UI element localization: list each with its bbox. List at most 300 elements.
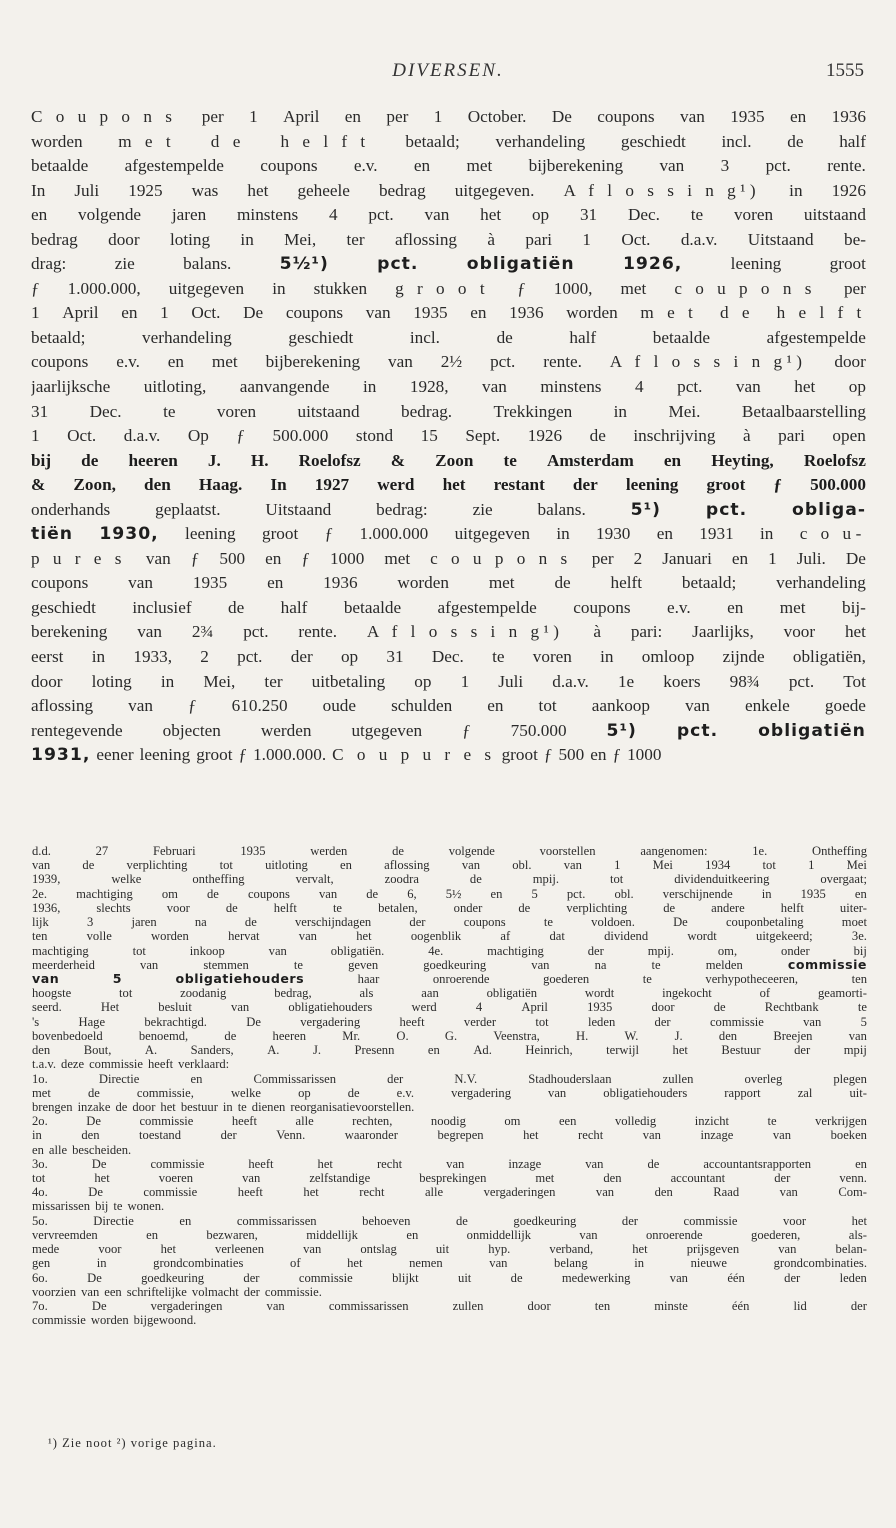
word: de bbox=[469, 872, 482, 887]
word: werden bbox=[260, 720, 312, 740]
word: om bbox=[161, 886, 178, 901]
word: à bbox=[593, 622, 601, 642]
word: uitloting, bbox=[143, 377, 207, 397]
word: wonen. bbox=[127, 1199, 165, 1214]
word: De bbox=[246, 1014, 261, 1029]
word: obl. bbox=[512, 858, 532, 873]
word: ƒ bbox=[236, 426, 245, 446]
word: van bbox=[585, 1156, 604, 1171]
word: 1o. bbox=[32, 1071, 48, 1086]
word: in bbox=[761, 886, 772, 901]
word: heeren bbox=[128, 450, 178, 470]
word: C o u p o n s bbox=[31, 107, 177, 126]
text-line bbox=[31, 547, 866, 572]
word: ƒ bbox=[612, 745, 622, 765]
word: inzage bbox=[508, 1156, 542, 1171]
word: en bbox=[267, 573, 284, 593]
text-line bbox=[31, 743, 866, 768]
word: accountant bbox=[670, 1171, 726, 1186]
word: moet bbox=[841, 915, 867, 930]
word: 5 bbox=[860, 1014, 867, 1029]
word: in bbox=[363, 377, 377, 397]
word: lijk bbox=[32, 915, 49, 930]
word: pari bbox=[778, 426, 805, 446]
word: Uitstaand bbox=[747, 229, 814, 249]
text-line bbox=[31, 424, 866, 449]
word: deze bbox=[61, 1057, 85, 1072]
word: de bbox=[787, 131, 804, 151]
word: rechten, bbox=[352, 1114, 393, 1129]
word: Zoon bbox=[435, 450, 474, 470]
word: Januari bbox=[662, 548, 712, 568]
footnote-block bbox=[32, 844, 867, 1327]
text-line bbox=[31, 498, 866, 523]
word: op bbox=[414, 671, 432, 691]
text-line bbox=[31, 105, 866, 130]
word: Hage bbox=[78, 1014, 106, 1029]
word: betaalde bbox=[343, 597, 402, 617]
word: te bbox=[690, 205, 704, 225]
word: het bbox=[442, 475, 466, 495]
word: te bbox=[651, 957, 661, 972]
word: April bbox=[62, 303, 99, 323]
word: eerst bbox=[31, 647, 64, 667]
note-line bbox=[32, 915, 867, 929]
word: helft bbox=[610, 573, 643, 593]
word: van bbox=[642, 1128, 661, 1143]
word: de bbox=[227, 597, 245, 617]
word: den bbox=[81, 1128, 100, 1143]
word: voorzien bbox=[32, 1284, 77, 1299]
word: voor bbox=[783, 622, 816, 642]
word: Bestuur bbox=[721, 1043, 761, 1058]
word: commissie bbox=[139, 1114, 194, 1129]
word: Amsterdam bbox=[546, 450, 634, 470]
bold-heading-word: 1926, bbox=[622, 254, 683, 275]
note-line bbox=[32, 887, 867, 901]
word: 1e. bbox=[752, 844, 768, 858]
word: der bbox=[243, 1284, 260, 1299]
word: inzage bbox=[700, 1128, 734, 1143]
word: de bbox=[347, 1085, 360, 1100]
word: heeren bbox=[272, 1028, 307, 1043]
word: van bbox=[231, 1000, 250, 1015]
word: de bbox=[663, 900, 676, 915]
text-line bbox=[31, 620, 866, 645]
word: 2e. bbox=[32, 886, 48, 901]
word: balans. bbox=[537, 499, 586, 519]
word: In bbox=[270, 475, 287, 495]
word: minste bbox=[654, 1299, 688, 1313]
word: en bbox=[413, 156, 431, 176]
word: 31 bbox=[31, 401, 49, 421]
word: door bbox=[527, 1299, 551, 1313]
bold-heading-word: pct. bbox=[377, 254, 419, 275]
word: obligatiën, bbox=[792, 647, 866, 667]
word: coupons bbox=[573, 597, 631, 617]
word: 27 bbox=[95, 844, 109, 858]
word: oude bbox=[322, 696, 357, 716]
word: drag: bbox=[31, 254, 67, 274]
word: voeren bbox=[158, 1171, 194, 1186]
text-line bbox=[31, 350, 866, 375]
word: bijberekening bbox=[265, 352, 361, 372]
word: 4 bbox=[475, 1000, 483, 1015]
word: Ad. bbox=[473, 1043, 492, 1058]
word: berekening bbox=[31, 622, 108, 642]
word: Juli bbox=[498, 671, 524, 691]
word: recht bbox=[578, 1128, 604, 1143]
word: 1936, bbox=[32, 900, 61, 915]
word: Breejen bbox=[773, 1028, 813, 1043]
word: Presenn bbox=[354, 1043, 395, 1058]
bold-heading-word: 1931, bbox=[31, 745, 91, 766]
word: besprekingen bbox=[419, 1171, 487, 1186]
word: van bbox=[81, 1284, 100, 1299]
word: half bbox=[569, 327, 597, 347]
word: in bbox=[160, 671, 175, 691]
word: commissie bbox=[298, 1270, 353, 1285]
word: pct. bbox=[765, 156, 791, 176]
word: pari bbox=[525, 229, 553, 249]
word: commissie bbox=[683, 1213, 738, 1228]
word: de bbox=[392, 844, 404, 858]
word: de bbox=[225, 900, 238, 915]
word: rapport bbox=[724, 1085, 761, 1100]
word: 1935 bbox=[587, 1000, 613, 1015]
word: & bbox=[31, 475, 46, 495]
word: van bbox=[365, 303, 391, 323]
word: commissie bbox=[143, 1185, 198, 1200]
word: & bbox=[390, 450, 406, 470]
word: te bbox=[163, 401, 176, 421]
word: betaald; bbox=[681, 573, 737, 593]
word: of bbox=[759, 986, 771, 1001]
word: de bbox=[455, 1213, 468, 1228]
word: van bbox=[145, 548, 171, 568]
word: minstens bbox=[540, 377, 602, 397]
word: wordt bbox=[584, 986, 615, 1001]
word: 1.000.000. bbox=[253, 745, 327, 765]
word: en bbox=[656, 524, 673, 544]
word: De bbox=[551, 107, 572, 126]
word: oogenblik bbox=[410, 929, 462, 944]
word: der bbox=[587, 943, 604, 958]
word: uitgegeven. bbox=[454, 180, 535, 200]
word: 500 bbox=[219, 548, 246, 568]
word: betaald; bbox=[31, 327, 86, 347]
word: voldoen. bbox=[591, 915, 635, 930]
word: en bbox=[727, 597, 744, 617]
word: de bbox=[589, 426, 606, 446]
bold-heading-word: 5¹) bbox=[630, 499, 661, 520]
word: inkoop bbox=[189, 943, 225, 958]
running-header-title: DIVERSEN. bbox=[392, 60, 504, 81]
word: worden bbox=[31, 131, 83, 151]
word: 1939, bbox=[32, 872, 61, 887]
word: reorganisatievoorstellen. bbox=[290, 1099, 415, 1114]
word: het bbox=[160, 1099, 176, 1114]
word: 1 bbox=[249, 107, 258, 126]
note-line bbox=[32, 1043, 867, 1057]
word: couponbetaling bbox=[725, 915, 804, 930]
word: het bbox=[94, 1171, 110, 1186]
word: het bbox=[844, 622, 866, 642]
text-line bbox=[31, 228, 866, 253]
word: zie bbox=[114, 254, 135, 274]
word: October. bbox=[467, 107, 527, 126]
word: goedkeuring bbox=[423, 957, 487, 972]
word: ƒ bbox=[190, 548, 200, 568]
word: 6, bbox=[407, 886, 417, 901]
word: en bbox=[190, 1071, 203, 1086]
word: dividenduitkeering bbox=[674, 872, 770, 887]
word: overleg bbox=[744, 1071, 783, 1086]
word: nieuwe bbox=[690, 1256, 727, 1271]
note-line bbox=[32, 929, 867, 943]
word: tot bbox=[132, 943, 146, 958]
word: bij bbox=[853, 943, 867, 958]
word: zullen bbox=[452, 1299, 484, 1313]
word: zal bbox=[797, 1085, 813, 1100]
word: 1930 bbox=[596, 524, 631, 544]
text-line bbox=[31, 522, 866, 547]
word: onroerende bbox=[432, 971, 490, 986]
word: Commissarissen bbox=[253, 1071, 337, 1086]
word: en bbox=[167, 352, 185, 372]
bold-heading-word: obligatiën bbox=[466, 254, 575, 275]
word: d.d. bbox=[32, 844, 51, 858]
word: 1927 bbox=[314, 475, 350, 495]
word: Sept. bbox=[465, 426, 501, 446]
word: volgende bbox=[78, 205, 142, 225]
word: bovenbedoeld bbox=[32, 1028, 103, 1043]
word: Oct. bbox=[191, 303, 221, 323]
word: volmacht bbox=[191, 1284, 239, 1299]
word: verleenen bbox=[215, 1242, 264, 1257]
word: C o u p u r e s bbox=[332, 745, 496, 765]
word: overgaat; bbox=[820, 872, 867, 887]
word: onroerende bbox=[645, 1227, 703, 1242]
word: 5o. bbox=[32, 1213, 48, 1228]
word: 4e. bbox=[428, 943, 444, 958]
word: het bbox=[632, 1242, 648, 1257]
word: afgestempelde bbox=[437, 597, 537, 617]
word: geschiedt bbox=[31, 597, 96, 617]
word: 1935 bbox=[192, 573, 228, 593]
word: besluit bbox=[158, 1000, 192, 1015]
word: groot bbox=[706, 475, 746, 495]
word: Ontheffing bbox=[811, 844, 867, 858]
word: 1000, bbox=[553, 278, 593, 298]
word: Heyting, bbox=[711, 450, 774, 470]
word: e.v. bbox=[666, 597, 691, 617]
text-line bbox=[31, 277, 866, 302]
word: de bbox=[366, 886, 379, 901]
word: Juli bbox=[74, 180, 100, 200]
word: mede bbox=[32, 1242, 60, 1257]
word: het bbox=[317, 1156, 333, 1171]
word: met bbox=[620, 278, 647, 298]
word: de bbox=[81, 450, 99, 470]
word: Directie bbox=[98, 1071, 140, 1086]
word: te bbox=[767, 1114, 777, 1129]
word: tot bbox=[538, 696, 557, 716]
word: coupons bbox=[597, 107, 655, 126]
word: hyp. bbox=[488, 1242, 511, 1257]
word: 3 bbox=[720, 156, 730, 176]
word: De bbox=[91, 1156, 107, 1171]
word: commissie, bbox=[136, 1085, 194, 1100]
word: andere bbox=[711, 900, 745, 915]
word: uitgegeven bbox=[454, 524, 530, 544]
word: Op bbox=[187, 426, 209, 446]
word: bescheiden. bbox=[72, 1142, 132, 1157]
word: van bbox=[32, 858, 51, 873]
word: H. bbox=[250, 450, 269, 470]
word: 1935 bbox=[413, 303, 448, 323]
word: commissarissen bbox=[236, 1213, 317, 1228]
word: voorstellen bbox=[539, 844, 596, 858]
word: Mei, bbox=[203, 671, 236, 691]
word: Trekkingen bbox=[493, 401, 573, 421]
word: 500.000 bbox=[810, 475, 866, 495]
word: ƒ bbox=[188, 696, 197, 716]
word: e.v. bbox=[116, 352, 140, 372]
word: worden bbox=[397, 573, 449, 593]
word: geschiedt bbox=[620, 131, 686, 151]
word: verder bbox=[463, 1014, 497, 1029]
word: alle bbox=[424, 1185, 444, 1200]
note-line bbox=[32, 844, 867, 858]
word: 1 bbox=[160, 303, 169, 323]
word: vergadering bbox=[300, 1014, 361, 1029]
word: Bout, bbox=[83, 1043, 112, 1058]
word: ter bbox=[264, 671, 283, 691]
word: met bbox=[535, 1171, 555, 1186]
word: van bbox=[595, 1185, 615, 1200]
word: den bbox=[603, 1171, 622, 1186]
word: te bbox=[543, 915, 553, 930]
word: hoogste bbox=[32, 986, 72, 1001]
word: uitstaand bbox=[803, 205, 866, 225]
word: uit- bbox=[849, 1085, 867, 1100]
note-line bbox=[32, 986, 867, 1000]
word: ƒ bbox=[238, 745, 248, 765]
word: goede bbox=[824, 696, 866, 716]
word: 2 bbox=[633, 548, 643, 568]
word: 1.000.000, bbox=[67, 278, 141, 298]
word: commissie bbox=[709, 1014, 764, 1029]
word: van bbox=[659, 156, 685, 176]
note-line bbox=[32, 1271, 867, 1285]
page-number: 1555 bbox=[826, 60, 864, 81]
word: c o u p o n s bbox=[674, 278, 816, 298]
word: à bbox=[487, 229, 495, 249]
word: loting bbox=[91, 671, 132, 691]
word: uiter- bbox=[839, 900, 867, 915]
word: 4 bbox=[635, 377, 644, 397]
word: der bbox=[794, 1043, 811, 1058]
word: stond bbox=[355, 426, 394, 446]
word: loting bbox=[169, 229, 211, 249]
word: Dec. bbox=[627, 205, 660, 225]
word: Roelofsz bbox=[298, 450, 361, 470]
word: helft bbox=[273, 900, 297, 915]
word: ƒ bbox=[462, 720, 471, 740]
word: 1926 bbox=[831, 180, 866, 200]
word: commissarissen bbox=[328, 1299, 409, 1313]
word: slechts bbox=[96, 900, 131, 915]
note-line bbox=[32, 901, 867, 915]
footnote-reference: ¹) Zie noot ²) vorige pagina. bbox=[48, 1436, 217, 1450]
word: een bbox=[558, 1114, 577, 1129]
word: inclusief bbox=[132, 597, 192, 617]
note-line bbox=[32, 1029, 867, 1043]
word: betaalde bbox=[652, 327, 711, 347]
note-line bbox=[32, 1015, 867, 1029]
word: voren bbox=[532, 647, 572, 667]
word: der bbox=[409, 915, 426, 930]
word: te bbox=[332, 900, 343, 915]
word: blijkt bbox=[392, 1270, 419, 1285]
word: verplichting bbox=[566, 900, 628, 915]
word: vergadering bbox=[451, 1085, 511, 1100]
word: enkele bbox=[744, 696, 790, 716]
word: in bbox=[759, 524, 774, 544]
word: van bbox=[669, 1270, 688, 1285]
word: en bbox=[344, 107, 362, 126]
word: bedrag, bbox=[274, 986, 312, 1001]
word: 3 bbox=[86, 915, 94, 930]
word: eener bbox=[96, 745, 134, 765]
word: mpij. bbox=[647, 943, 674, 958]
word: seerd. bbox=[32, 1000, 62, 1015]
note-line bbox=[32, 1214, 867, 1228]
word: den bbox=[144, 475, 171, 495]
word: pari: bbox=[630, 622, 663, 642]
word: ten bbox=[851, 971, 867, 986]
word: pct. bbox=[237, 647, 263, 667]
word: d.a.v. bbox=[552, 671, 589, 691]
word: 5½ bbox=[445, 886, 462, 901]
word: der bbox=[784, 1270, 801, 1285]
word: half bbox=[839, 131, 866, 151]
word: Betaalbaarstelling bbox=[741, 401, 866, 421]
word: N.V. bbox=[454, 1071, 478, 1086]
word: dividend bbox=[604, 929, 649, 944]
word: 1e bbox=[617, 671, 635, 691]
text-line bbox=[31, 571, 866, 596]
word: het bbox=[672, 1043, 688, 1058]
word: recht bbox=[359, 1185, 385, 1200]
word: geven bbox=[348, 957, 379, 972]
word: dat bbox=[549, 929, 565, 944]
word: De bbox=[845, 548, 866, 568]
word: bij- bbox=[842, 597, 866, 617]
word: met bbox=[466, 156, 493, 176]
word: uitloting bbox=[265, 858, 308, 873]
word: Oct. bbox=[621, 229, 651, 249]
word: per bbox=[201, 107, 224, 126]
word: der bbox=[621, 1213, 638, 1228]
word: door bbox=[132, 1099, 156, 1114]
word: Mei bbox=[652, 858, 673, 873]
word: half bbox=[280, 597, 308, 617]
word: voor bbox=[166, 900, 190, 915]
word: ontheffing bbox=[192, 872, 245, 887]
text-line bbox=[31, 203, 866, 228]
